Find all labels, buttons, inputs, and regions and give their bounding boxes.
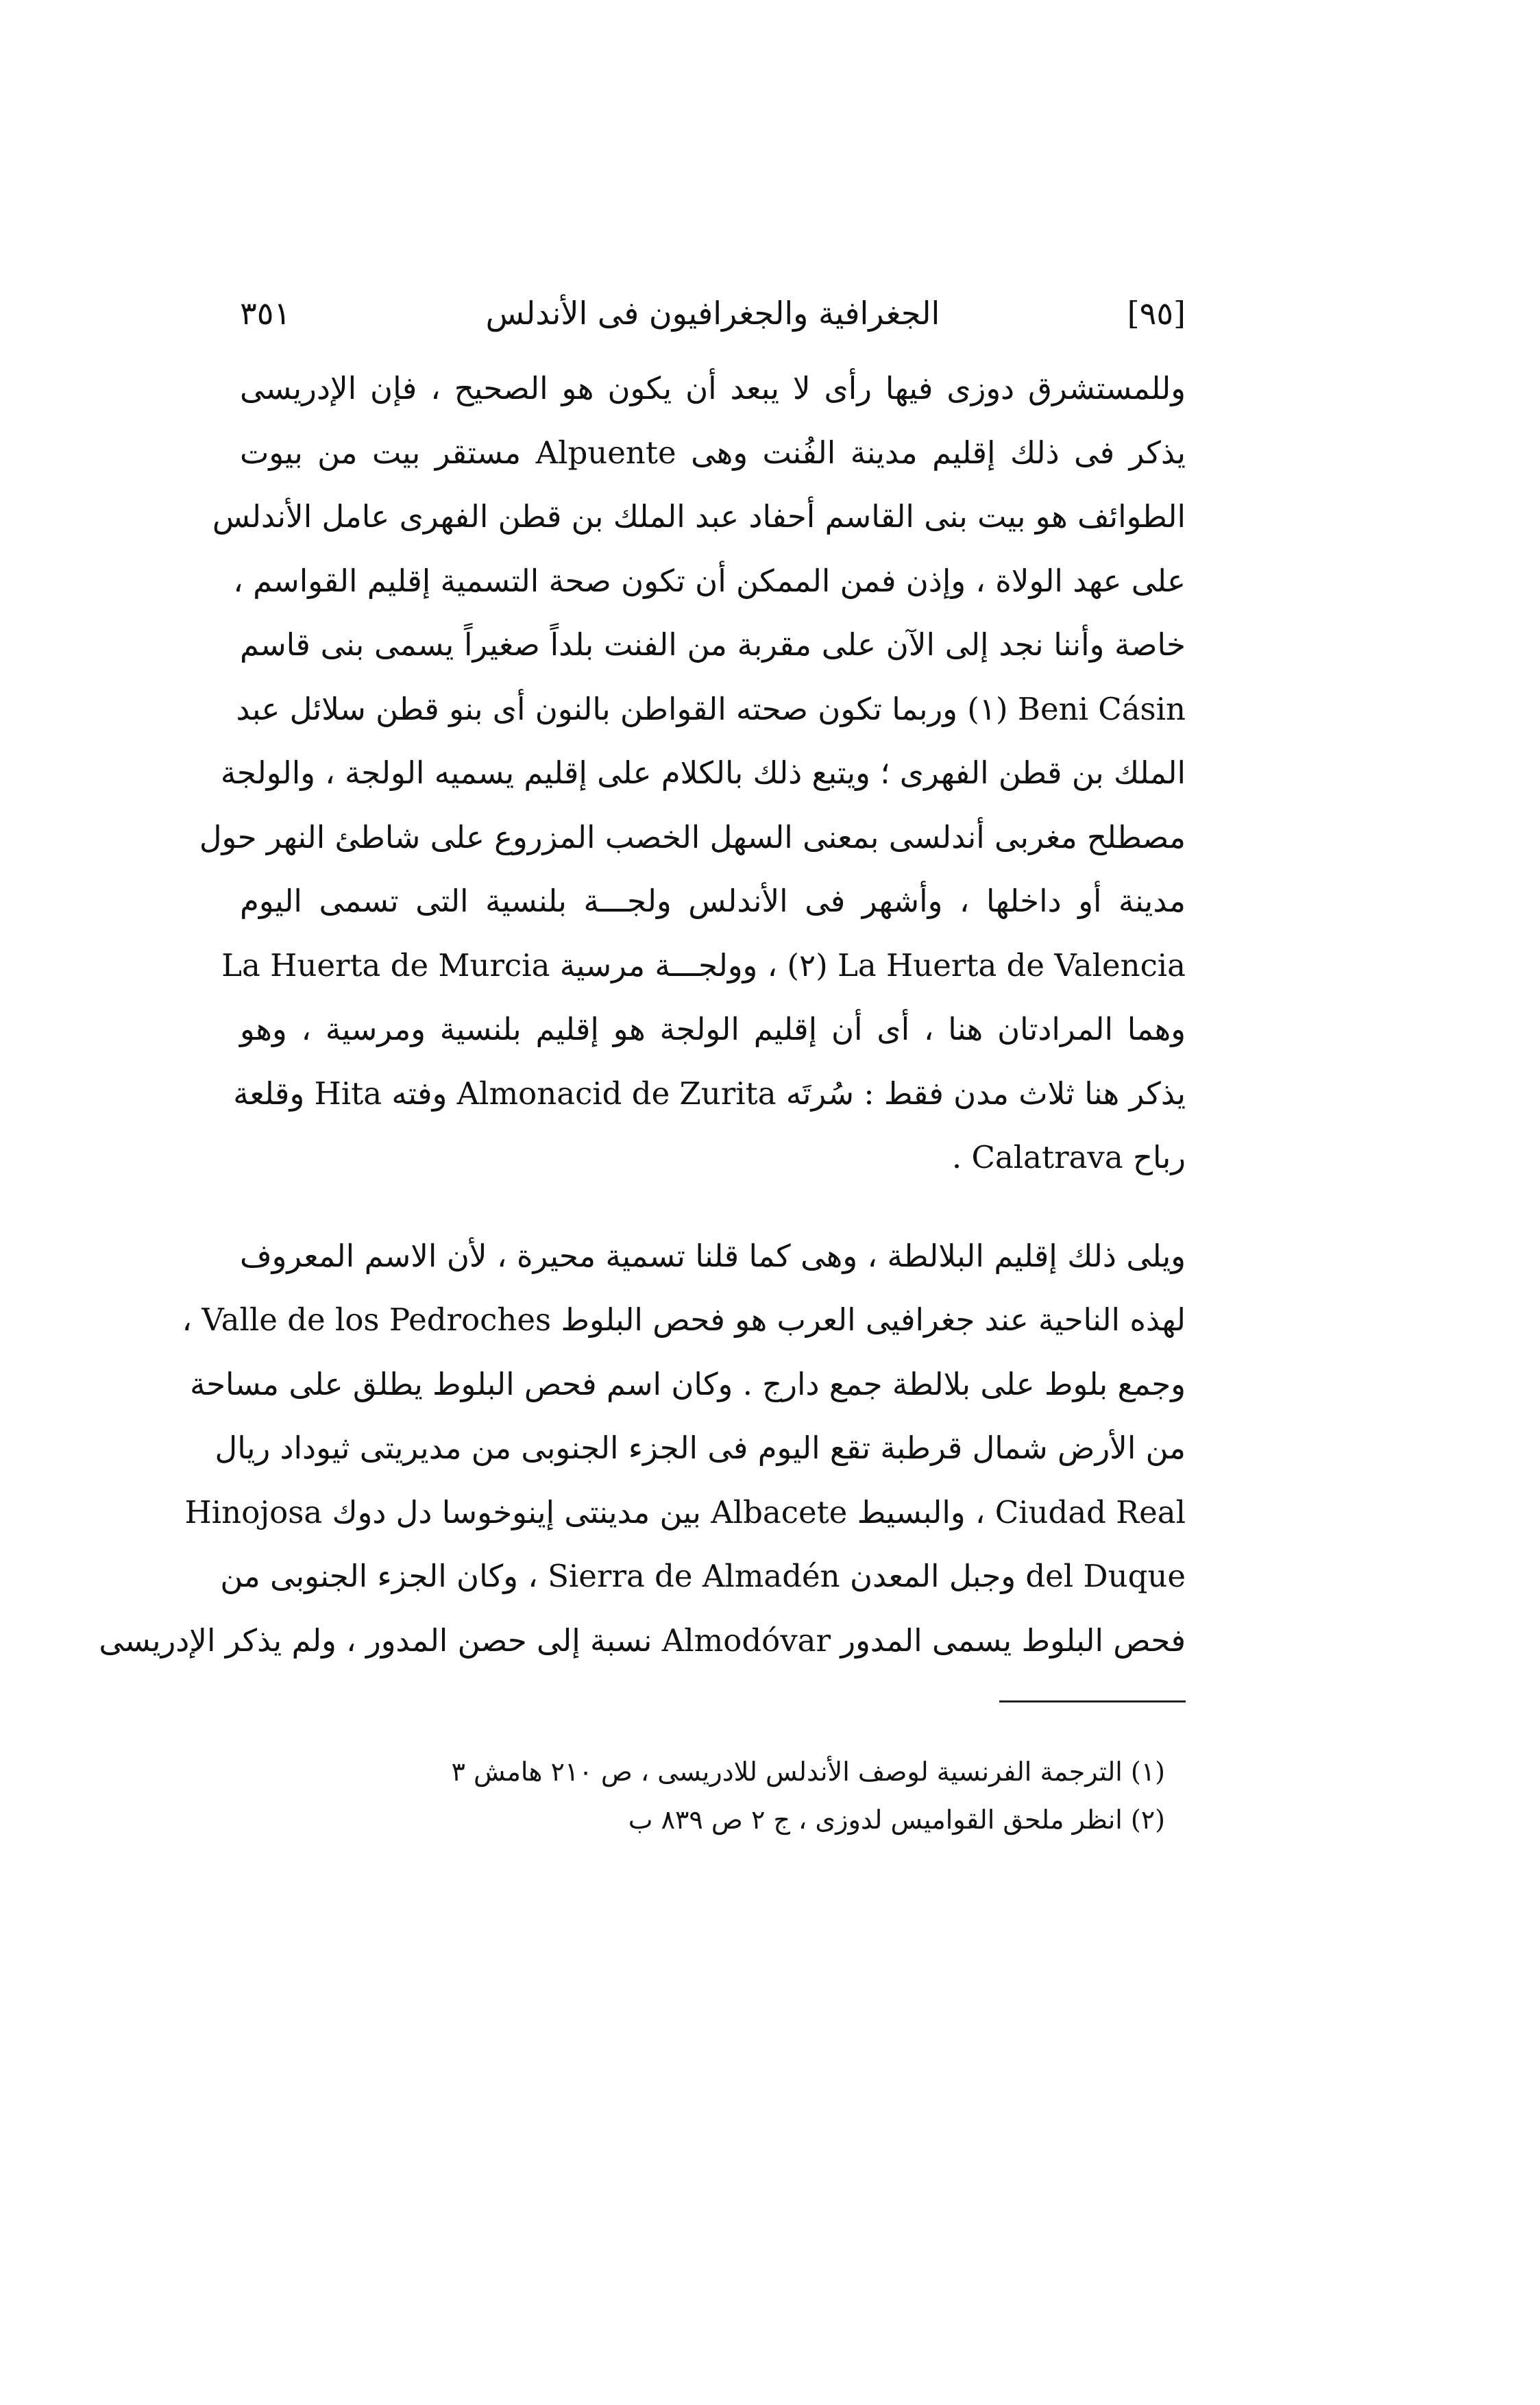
text-line: Ciudad Real ، والبسيط Albacete بين مدينتى إينوخوسا دل دوك Hinojosa [184,1493,1186,1530]
page-number: ٣٥١ [240,295,291,332]
footnote-2: (٢) انظر ملحق القواميس لدوزى ، ج ٢ ص ٨٣٩ ب [628,1805,1165,1835]
text-line: من الأرض شمال قرطبة تقع اليوم فى الجزء الجنوبى من مديريتى ثيوداد ريال [215,1430,1186,1466]
section-number: [٩٥] [1127,295,1186,332]
text-line: يذكر فى ذلك إقليم مدينة الفُنت وهى Alpuente مستقر بيت من بيوت [240,434,1186,471]
footnote-1: (١) الترجمة الفرنسية لوصف الأندلس للادريسى ، ص ٢١٠ هامش ٣ [451,1757,1165,1787]
text-line: Beni Cásin (١) وربما تكون صحته القواطن بالنون أى بنو قطن سلائل عبد [236,690,1186,727]
text-line: وهما المرادتان هنا ، أى أن إقليم الولجة هو إقليم بلنسية ومرسية ، وهو [240,1011,1186,1047]
text-line: لهذه الناحية عند جغرافيى العرب هو فحص البلوط Valle de los Pedroches ، [182,1302,1186,1338]
text-line: del Duque وجبل المعدن Sierra de Almadén ، وكان الجزء الجنوبى من [220,1558,1186,1594]
text-line: مصطلح مغربى أندلسى بمعنى السهل الخصب المزروع على شاطئ النهر حول [199,818,1186,855]
paragraph-1 [199,356,1186,1190]
text-line: La Huerta de Valencia (٢) ، وولجـــة مرسية La Huerta de Murcia [221,947,1186,984]
text-line: الطوائف هو بيت بنى القاسم أحفاد عبد الملك بن قطن الفهرى عامل الأندلس [212,498,1186,535]
footnote-divider [999,1700,1186,1702]
text-line: وجمع بلوط على بلالطة جمع دارج . وكان اسم فحص البلوط يطلق على مساحة [190,1365,1186,1402]
running-header [240,286,1186,341]
text-line: يذكر هنا ثلاث مدن فقط : سُرتَه Almonacid de Zurita وفته Hita وقلعة [233,1075,1186,1112]
text-line: خاصة وأننا نجد إلى الآن على مقربة من الفنت بلداً صغيراً يسمى بنى قاسم [240,626,1186,663]
paragraph-2 [99,1224,1186,1673]
text-line: فحص البلوط يسمى المدور Almodóvar نسبة إلى حصن المدور ، ولم يذكر الإدريسى [99,1622,1186,1659]
text-line: على عهد الولاة ، وإذن فمن الممكن أن تكون صحة التسمية إقليم القواسم ، [233,562,1186,599]
main-text [99,356,1186,1672]
text-line: وللمستشرق دوزى فيها رأى لا يبعد أن يكون هو الصحيح ، فإن الإدريسى [240,370,1186,406]
text-line: ويلى ذلك إقليم البلالطة ، وهى كما قلنا تسمية محيرة ، لأن الاسم المعروف [240,1237,1186,1274]
text-line: مدينة أو داخلها ، وأشهر فى الأندلس ولجـــة بلنسية التى تسمى اليوم [240,883,1186,919]
running-title: الجغرافية والجغرافيون فى الأندلس [485,295,940,332]
paragraph-gap [240,1190,1186,1224]
text-line: الملك بن قطن الفهرى ؛ ويتبع ذلك بالكلام على إقليم يسميه الولجة ، والولجة [220,755,1186,791]
footnotes [240,1748,1186,1844]
text-line: رباح Calatrava . [951,1139,1186,1175]
